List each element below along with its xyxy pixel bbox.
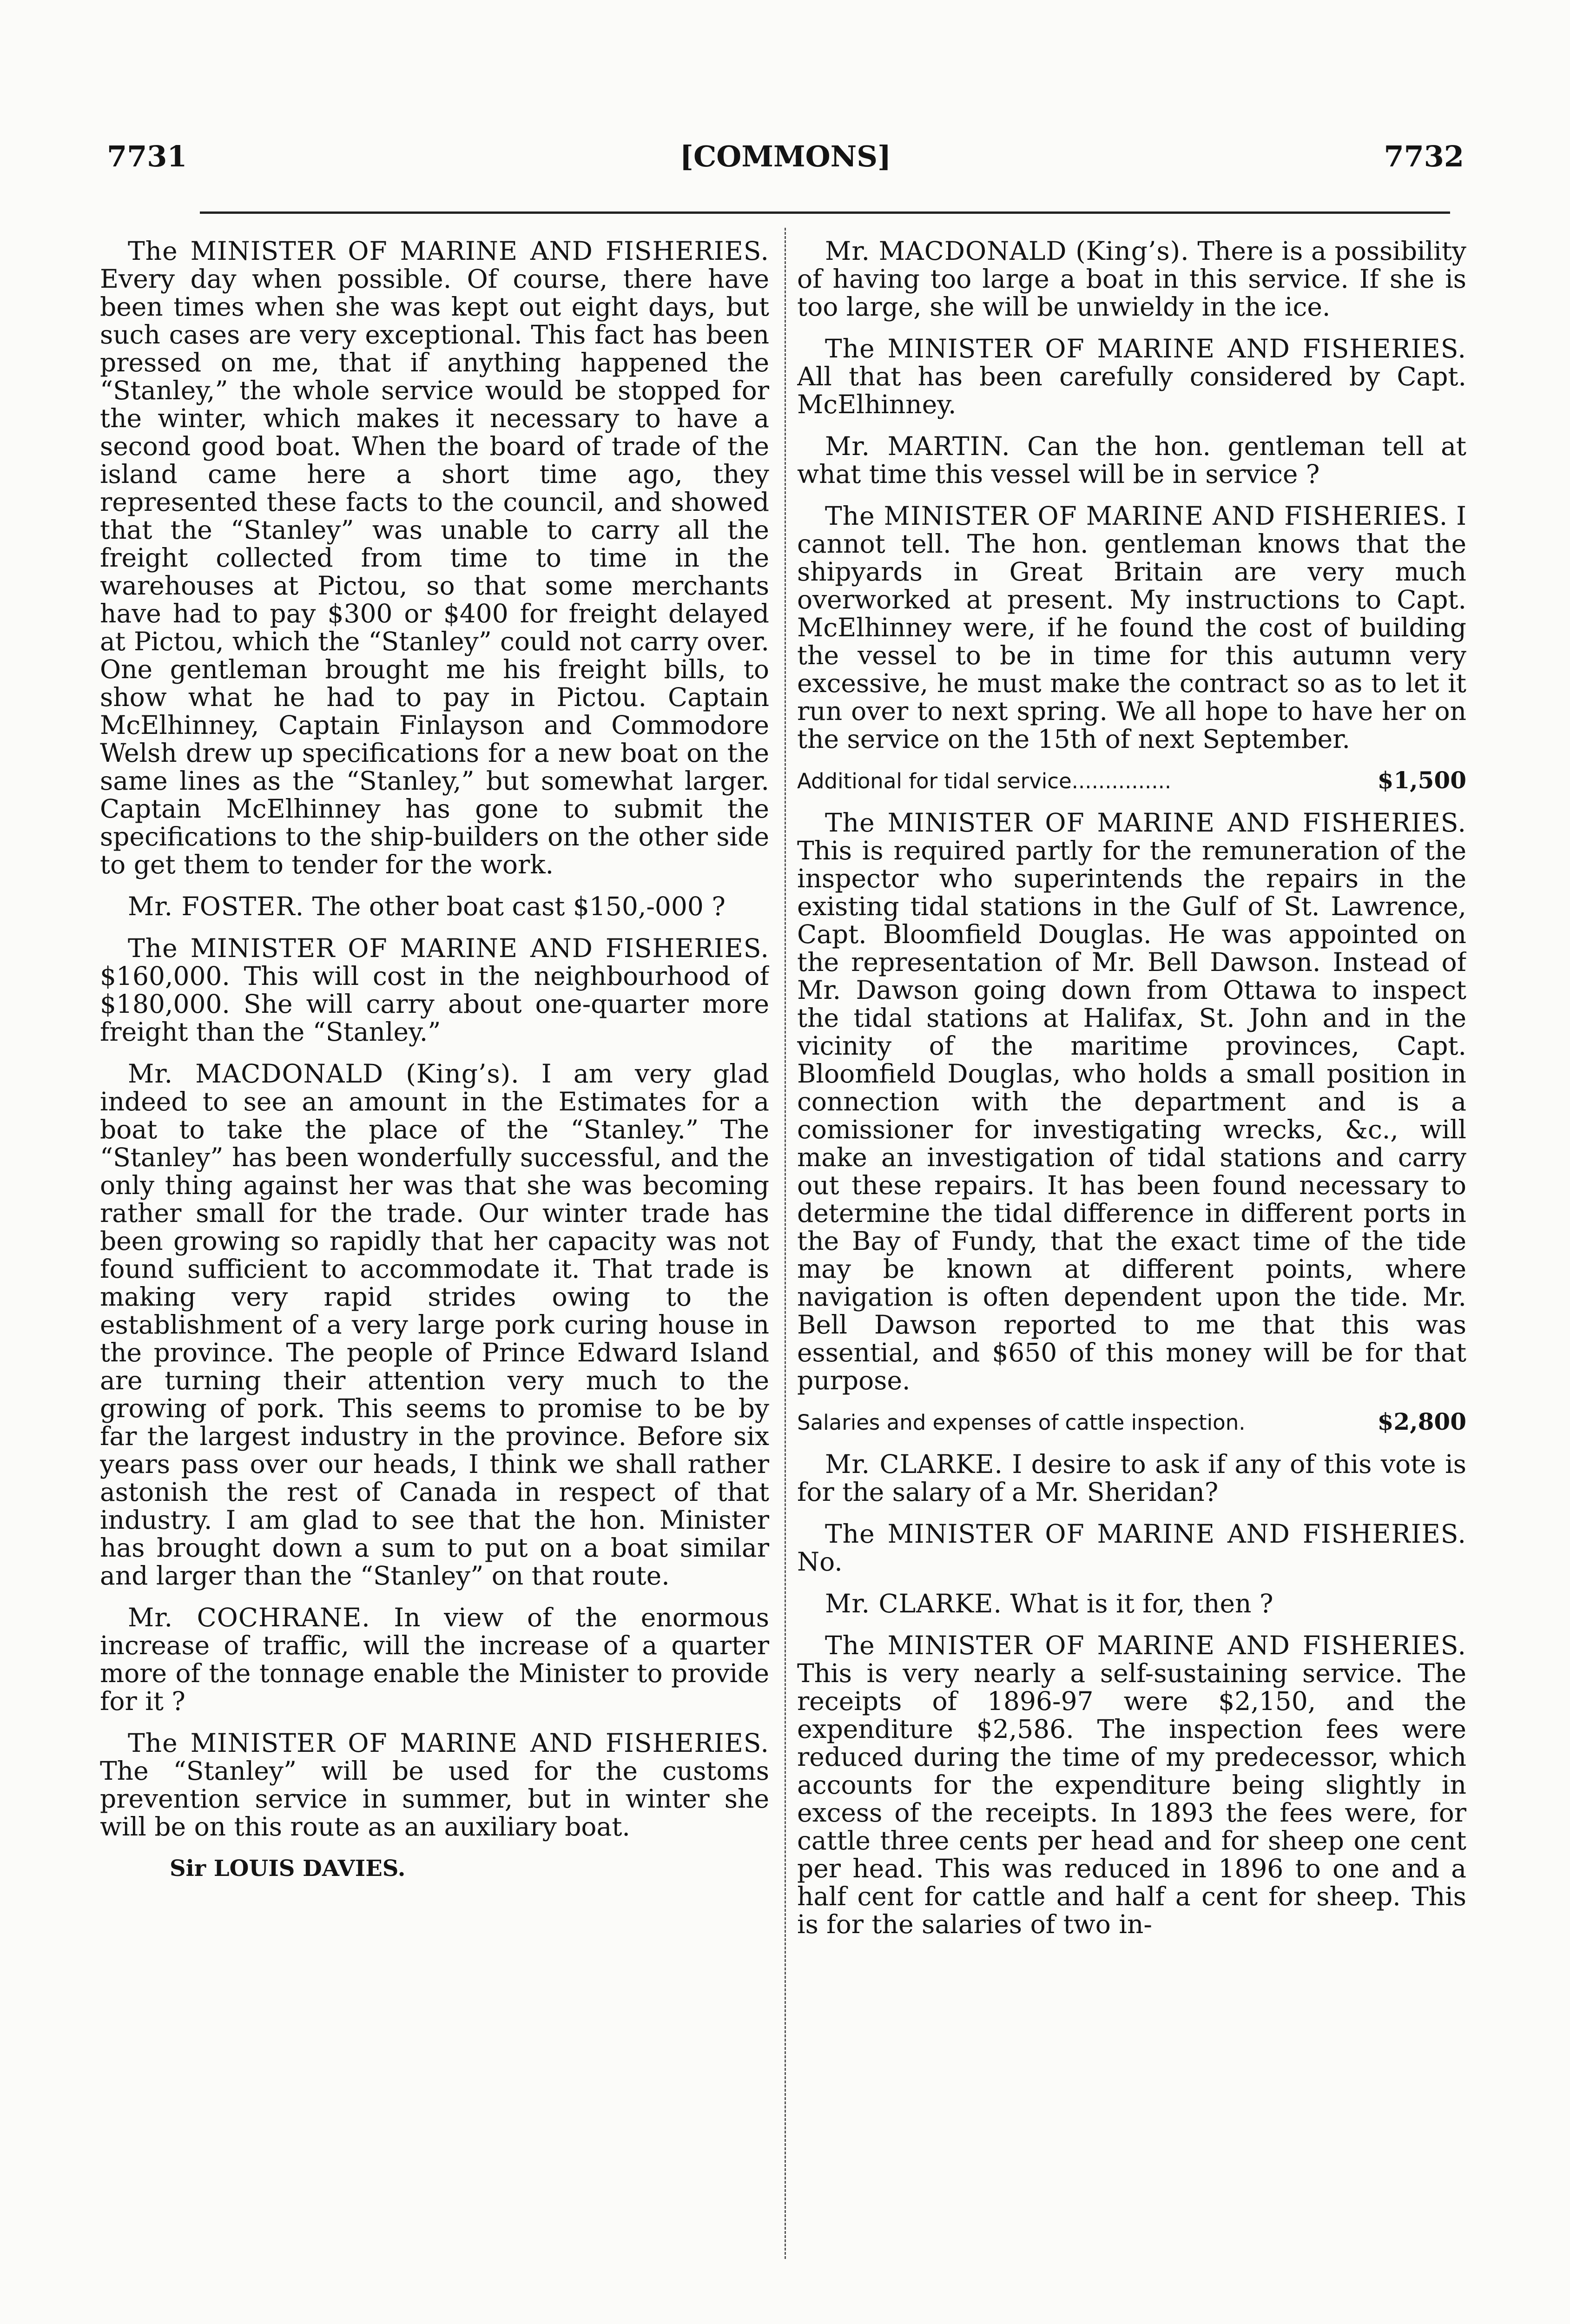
- paragraph: [100, 1729, 769, 1841]
- paragraph: [797, 1631, 1466, 1938]
- speech-text: What is it for, then ?: [1010, 1589, 1273, 1618]
- estimate-item-label: Additional for tidal service...............: [797, 769, 1172, 793]
- speech-text: There is a possibility of having too large a boat in this service. If she is too large, she will be unwieldy in the ice.: [797, 237, 1466, 322]
- paragraph: [797, 1520, 1466, 1576]
- paragraph: [797, 432, 1466, 488]
- speaker: The MINISTER OF MARINE AND FISHERIES.: [128, 1728, 769, 1758]
- speech-text: This is very nearly a self-sustaining service. The receipts of 1896-97 were $2,150, and the expenditure $2,586. The inspection fees were reduced during the time of my predecessor, which accounts for the expenditure being slightly in excess of the receipts. In 1893 the fees were, for cattle three cents per head and for sheep one cent per head. This was reduced in 1896 to one and a half cent for cattle and half a cent for sheep. This is for the salaries of two in-: [797, 1658, 1466, 1939]
- paragraph: [100, 1060, 769, 1590]
- speech-text: I desire to ask if any of this vote is for the salary of a Mr. Sheridan?: [797, 1449, 1466, 1507]
- speech-text: Every day when possible. Of course, there have been times when she was kept out eight days, but such cases are very exceptional. This fact has been pressed on me, that if anything happened the “Stanley,” the whole service would be stopped for the winter, which makes it necessary to have a second good boat. When the board of trade of the island came here a short time ago, they represented these facts to the council, and showed that the “Stanley” was unable to carry all the freight collected from time to time in the warehouses at Pictou, so that some merchants have had to pay $300 or $400 for freight delayed at Pictou, which the “Stanley” could not carry over. One gentleman brought me his freight bills, to show what he had to pay in Pictou. Captain McElhinney, Captain Finlayson and Commodore Welsh drew up specifications for a new boat on the same lines as the “Stanley,” but somewhat larger. Captain McElhinney has gone to submit the specifications to the ship-builders on the other side to get them to tender for the work.: [100, 264, 769, 879]
- speaker: Mr. FOSTER.: [128, 891, 304, 921]
- header-rule: [200, 211, 1450, 214]
- speech-text: This is required partly for the remuneration of the inspector who superintends the repairs in the existing tidal stations in the Gulf of St. Lawrence, Capt. Bloomfield Douglas. He was appointed on the representation of Mr. Bell Dawson. Instead of Mr. Dawson going down from Ottawa to inspect the tidal stations at Halifax, St. John and in the vicinity of the maritime provinces, Capt. Bloomfield Douglas, who holds a small position in connection with the department and is a comissioner for investigating wrecks, &c., will make an investigation of tidal stations and carry out these repairs. It has been found necessary to determine the tidal difference in different ports in the Bay of Fundy, that the exact time of the tide may be known at different points, where navigation is often dependent upon the tide. Mr. Bell Dawson reported to me that this was essential, and $650 of this money will be for that purpose.: [797, 836, 1466, 1395]
- speaker: Mr. CLARKE.: [825, 1449, 1003, 1479]
- speaker: Mr. MARTIN.: [825, 431, 1010, 461]
- speech-text: I am very glad indeed to see an amount in the Estimates for a boat to take the place of the “Stanley.” The “Stanley” has been wonderfully successful, and the only thing against her was that she was becoming rather small for the trade. Our winter trade has been growing so rapidly that her capacity was not found sufficient to accommodate it. That trade is making very rapid strides owing to the establishment of a very large pork curing house in the province. The people of Prince Edward Island are turning their attention very much to the growing of pork. This seems to promise to be by far the largest industry in the province. Before six years pass over our heads, I think we shall rather astonish the rest of Canada in respect of that industry. I am glad to see that the hon. Minister has brought down a sum to put on a boat similar and larger than the “Stanley” on that route.: [100, 1059, 769, 1591]
- estimate-item-amount: $2,800: [1377, 1408, 1466, 1435]
- speaker: The MINISTER OF MARINE AND FISHERIES.: [825, 1519, 1466, 1549]
- estimate-item-label: Salaries and expenses of cattle inspection.: [797, 1410, 1246, 1435]
- estimate-item: [797, 1408, 1466, 1436]
- left-column: [100, 237, 769, 2324]
- paragraph: [797, 1450, 1466, 1506]
- speaker: Mr. CLARKE.: [825, 1589, 1002, 1618]
- speaker: The MINISTER OF MARINE AND FISHERIES.: [128, 237, 769, 266]
- page-header: [107, 139, 1464, 181]
- speech-text: The other boat cast $150,-000 ?: [312, 891, 726, 921]
- paragraph: [100, 237, 769, 878]
- speech-text: No.: [797, 1547, 843, 1577]
- speech-text: All that has been carefully considered by Capt. McElhinney.: [797, 362, 1466, 419]
- speaker: The MINISTER OF MARINE AND FISHERIES.: [825, 808, 1466, 838]
- speech-text: Can the hon. gentleman tell at what time this vessel will be in service ?: [797, 431, 1466, 489]
- estimate-item-amount: $1,500: [1377, 766, 1466, 794]
- speaker: Mr. MACDONALD (King’s).: [825, 237, 1189, 266]
- speech-text: I cannot tell. The hon. gentleman knows that the shipyards in Great Britain are very much overworked at present. My instructions to Capt. McElhinney were, if he found the cost of building the vessel to be in time for this autumn very excessive, he must make the contract so as to let it run over to next spring. We all hope to have her on the service on the 15th of next September.: [797, 501, 1466, 754]
- running-title: [COMMONS]: [679, 139, 891, 173]
- paragraph: [100, 1604, 769, 1715]
- speech-text: $160,000. This will cost in the neighbourhood of $180,000. She will carry about one-quarter more freight than the “Stanley.”: [100, 961, 769, 1047]
- page-number-right: 7732: [1384, 139, 1464, 173]
- speaker: Mr. COCHRANE.: [128, 1603, 370, 1632]
- speaker: The MINISTER OF MARINE AND FISHERIES.: [128, 933, 769, 963]
- speaker: The MINISTER OF MARINE AND FISHERIES.: [825, 1631, 1466, 1660]
- paragraph: [100, 892, 769, 920]
- paragraph: [797, 809, 1466, 1394]
- speech-text: In view of the enormous increase of traffic, will the increase of a quarter more of the tonnage enable the Minister to provide for it ?: [100, 1603, 769, 1716]
- paragraph: [797, 237, 1466, 321]
- right-column: [797, 237, 1466, 2324]
- paragraph: [797, 335, 1466, 418]
- speaker: Mr. MACDONALD (King’s).: [128, 1059, 520, 1089]
- column-divider: [785, 228, 786, 2259]
- page-number-left: 7731: [107, 139, 187, 173]
- paragraph: [797, 1590, 1466, 1618]
- catchword: Sir LOUIS DAVIES.: [170, 1855, 406, 1882]
- paragraph: [797, 502, 1466, 753]
- speaker: The MINISTER OF MARINE AND FISHERIES.: [825, 501, 1448, 531]
- estimate-item: [797, 767, 1466, 795]
- speaker: The MINISTER OF MARINE AND FISHERIES.: [825, 334, 1466, 363]
- speech-text: The “Stanley” will be used for the customs prevention service in summer, but in winter she will be on this route as an auxiliary boat.: [100, 1756, 769, 1842]
- paragraph: [100, 934, 769, 1046]
